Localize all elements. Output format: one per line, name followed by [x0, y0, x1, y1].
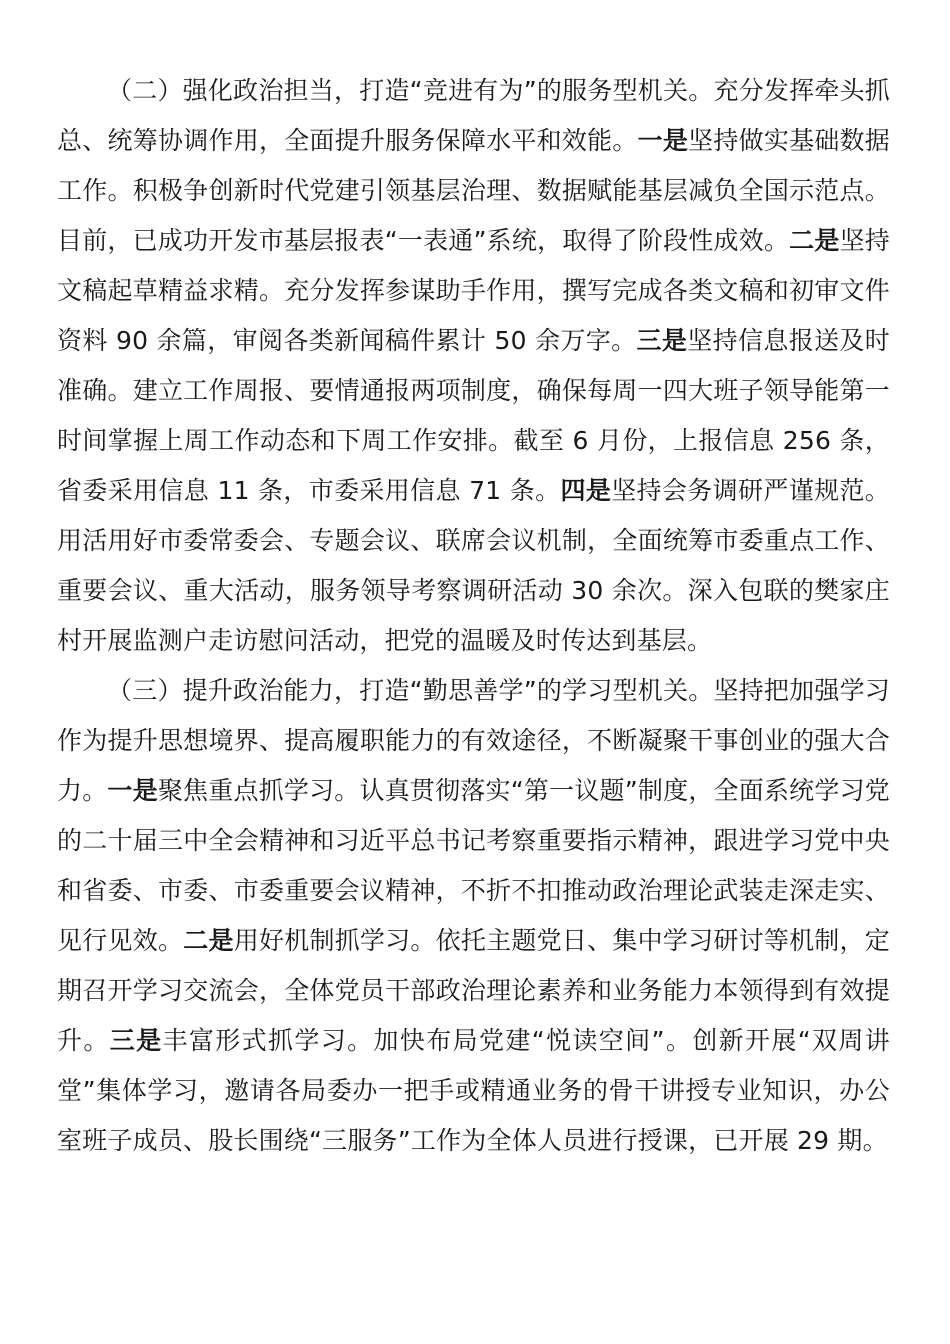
paragraph-2-segment: （二）强化政治担当，打造“竞进有为”的服务型机关。充分发挥牵头抓总、统筹协调作用，全面提升服务保障水平和效能。	[57, 76, 890, 155]
paragraph-2-segment: 坚持信息报送及时准确。建立工作周报、要情通报两项制度，确保每周一四大班子领导能第一时间掌握上周工作动态和下周工作安排。截至 6 月份，上报信息 256 条，省委采用信息 11 条，市委采用信息 71 条。	[57, 326, 890, 505]
paragraph-3-keyword: 一是	[107, 776, 158, 805]
paragraph-2-keyword: 二是	[789, 226, 840, 255]
paragraph-2-keyword: 一是	[637, 126, 689, 155]
paragraph-2-keyword: 四是	[560, 476, 612, 505]
paragraph-3-segment: （三）提升政治能力，打造“勤思善学”的学习型机关。坚持把加强学习作为提升思想境界、提高履职能力的有效途径，不断凝聚干事创业的强大合力。	[57, 676, 890, 805]
paragraph-3-segment: 聚焦重点抓学习。认真贯彻落实“第一议题”制度，全面系统学习党的二十届三中全会精神和习近平总书记考察重要指示精神，跟进学习党中央和省委、市委、市委重要会议精神，不折不扣推动政治理论武装走深走实、见行见效。	[57, 776, 890, 955]
paragraph-2	[57, 66, 890, 666]
document-page	[57, 66, 890, 1166]
paragraph-2-segment: 坚持做实基础数据工作。积极争创新时代党建引领基层治理、数据赋能基层减负全国示范点。目前，已成功开发市基层报表“一表通”系统，取得了阶段性成效。	[57, 126, 890, 255]
paragraph-3	[57, 666, 890, 1166]
paragraph-3-segment: 丰富形式抓学习。加快布局党建“悦读空间”。创新开展“双周讲堂”集体学习，邀请各局委办一把手或精通业务的骨干讲授专业知识，办公室班子成员、股长围绕“三服务”工作为全体人员进行授课，已开展 29 期。	[57, 1026, 890, 1155]
paragraph-2-segment: 坚持文稿起草精益求精。充分发挥参谋助手作用，撰写完成各类文稿和初审文件资料 90 余篇，审阅各类新闻稿件累计 50 余万字。	[57, 226, 891, 355]
paragraph-3-segment: 用好机制抓学习。依托主题党日、集中学习研讨等机制，定期召开学习交流会，全体党员干部政治理论素养和业务能力本领得到有效提升。	[57, 926, 890, 1055]
paragraph-2-segment: 坚持会务调研严谨规范。用活用好市委常委会、专题会议、联席会议机制，全面统筹市委重点工作、重要会议、重大活动，服务领导考察调研活动 30 余次。深入包联的樊家庄村开展监测户走访慰问活动，把党的温暖及时传达到基层。	[57, 476, 891, 655]
paragraph-3-keyword: 三是	[109, 1026, 163, 1055]
paragraph-2-keyword: 三是	[636, 326, 688, 355]
paragraph-3-keyword: 二是	[183, 926, 234, 955]
